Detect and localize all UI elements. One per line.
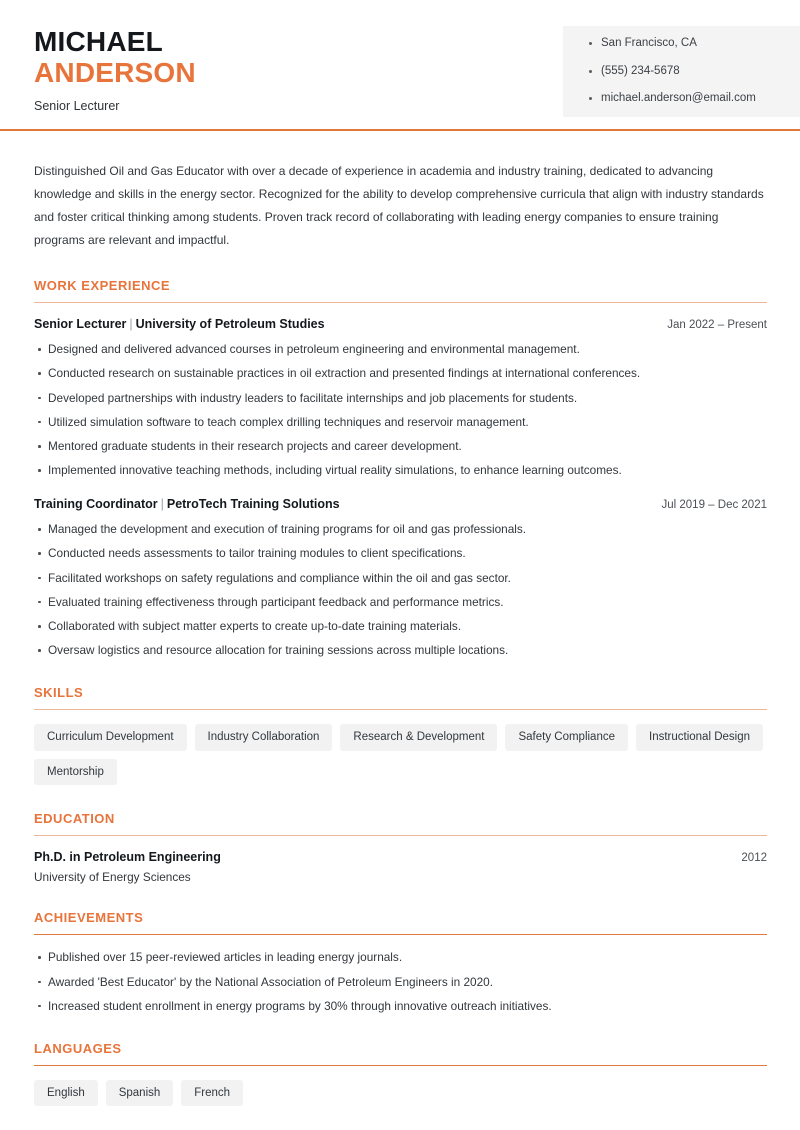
experience-role: Training Coordinator: [34, 497, 158, 512]
language-chip: Spanish: [106, 1080, 174, 1107]
experience-date-range: Jul 2019 – Dec 2021: [661, 499, 767, 512]
section-title-achievements: ACHIEVEMENTS: [34, 910, 144, 926]
bullet-dot-icon: [589, 70, 592, 73]
last-name: ANDERSON: [34, 57, 196, 89]
section-title-skills: SKILLS: [34, 685, 84, 701]
section-rule: [34, 934, 767, 935]
experience-role-company: [34, 317, 325, 331]
job-title: Senior Lecturer: [34, 98, 120, 113]
achievements-bullet-list: [34, 949, 766, 1014]
role-company-separator: |: [160, 497, 164, 512]
section-title-languages: LANGUAGES: [34, 1040, 122, 1056]
header-divider: [0, 129, 800, 131]
experience-bullet-list: [34, 521, 766, 659]
achievement-bullet: Increased student enrollment in energy programs by 30% through innovative outreach initiatives.: [34, 998, 766, 1015]
section-rule: [34, 835, 767, 836]
experience-company: University of Petroleum Studies: [135, 317, 325, 332]
contact-panel: [563, 26, 800, 117]
resume-header: [0, 0, 800, 130]
bullet-dot-icon: [589, 42, 592, 45]
education-entry: [34, 850, 766, 884]
experience-entry-header: [34, 317, 767, 331]
contact-item-location: [589, 38, 800, 50]
experience-role: Senior Lecturer: [34, 317, 127, 332]
name-block: [34, 26, 464, 113]
skill-chip: Research & Development: [340, 724, 497, 751]
language-chip: French: [181, 1080, 243, 1107]
experience-bullet: Collaborated with subject matter experts to create up-to-date training materials.: [34, 618, 766, 635]
section-rule: [34, 302, 767, 303]
contact-location-text: San Francisco, CA: [601, 37, 697, 49]
section-education: [34, 811, 766, 884]
professional-summary: Distinguished Oil and Gas Educator with over a decade of experience in academia and industry training, dedicated to advancing knowledge and skills in the energy sector. Recognized for the ability to develop comprehensive curricula that align with industry standards and foster critical thinking among students. Proven track record of collaborating with leading energy companies to ensure training programs are relevant and impactful.: [34, 164, 764, 248]
section-skills: [34, 685, 766, 785]
experience-bullet: Designed and delivered advanced courses in petroleum engineering and environmental management.: [34, 341, 766, 358]
experience-bullet: Oversaw logistics and resource allocation for training sessions across multiple locations.: [34, 642, 766, 659]
skill-chip: Industry Collaboration: [195, 724, 333, 751]
experience-entry: [34, 497, 766, 659]
education-year: 2012: [741, 852, 767, 865]
experience-company: PetroTech Training Solutions: [166, 497, 340, 512]
role-company-separator: |: [129, 317, 133, 332]
contact-email-text: michael.anderson@email.com: [601, 92, 756, 104]
section-rule: [34, 1065, 767, 1066]
skill-chip: Safety Compliance: [505, 724, 628, 751]
language-chip: English: [34, 1080, 98, 1107]
section-title-education: EDUCATION: [34, 811, 115, 827]
bullet-dot-icon: [589, 97, 592, 100]
section-achievements: [34, 910, 766, 1014]
section-title-work-experience: WORK EXPERIENCE: [34, 278, 171, 294]
experience-bullet: Utilized simulation software to teach complex drilling techniques and reservoir management.: [34, 414, 766, 431]
experience-bullet: Managed the development and execution of training programs for oil and gas professionals.: [34, 521, 766, 538]
experience-bullet: Mentored graduate students in their research projects and career development.: [34, 438, 766, 455]
achievement-bullet: Published over 15 peer-reviewed articles in leading energy journals.: [34, 949, 766, 966]
achievement-bullet: Awarded 'Best Educator' by the National Association of Petroleum Engineers in 2020.: [34, 974, 766, 991]
skills-chip-list: [34, 724, 774, 785]
experience-bullet: Conducted needs assessments to tailor training modules to client specifications.: [34, 545, 766, 562]
section-work-experience: [34, 278, 766, 659]
experience-bullet: Implemented innovative teaching methods, including virtual reality simulations, to enhance learning outcomes.: [34, 462, 766, 479]
experience-bullet: Developed partnerships with industry leaders to facilitate internships and job placements for students.: [34, 390, 766, 407]
languages-chip-list: [34, 1080, 774, 1107]
experience-entry-header: [34, 497, 767, 511]
experience-bullet: Evaluated training effectiveness through participant feedback and performance metrics.: [34, 594, 766, 611]
education-degree: Ph.D. in Petroleum Engineering: [34, 850, 221, 865]
first-name: MICHAEL: [34, 26, 163, 57]
experience-bullet: Facilitated workshops on safety regulations and compliance within the oil and gas sector.: [34, 570, 766, 587]
experience-role-company: [34, 497, 340, 511]
education-entry-header: [34, 850, 767, 864]
resume-body: [0, 160, 800, 1106]
skill-chip: Curriculum Development: [34, 724, 187, 751]
skill-chip: Mentorship: [34, 759, 117, 786]
contact-item-email[interactable]: [589, 93, 800, 105]
experience-bullet: Conducted research on sustainable practices in oil extraction and presented findings at international conferences.: [34, 365, 766, 382]
experience-date-range: Jan 2022 – Present: [667, 319, 767, 332]
experience-entry: [34, 317, 766, 479]
section-rule: [34, 709, 767, 710]
contact-item-phone[interactable]: [589, 66, 800, 78]
education-school: University of Energy Sciences: [34, 870, 191, 885]
contact-phone-text: (555) 234-5678: [601, 64, 680, 77]
section-languages: [34, 1041, 766, 1107]
skill-chip: Instructional Design: [636, 724, 763, 751]
experience-bullet-list: [34, 341, 766, 479]
